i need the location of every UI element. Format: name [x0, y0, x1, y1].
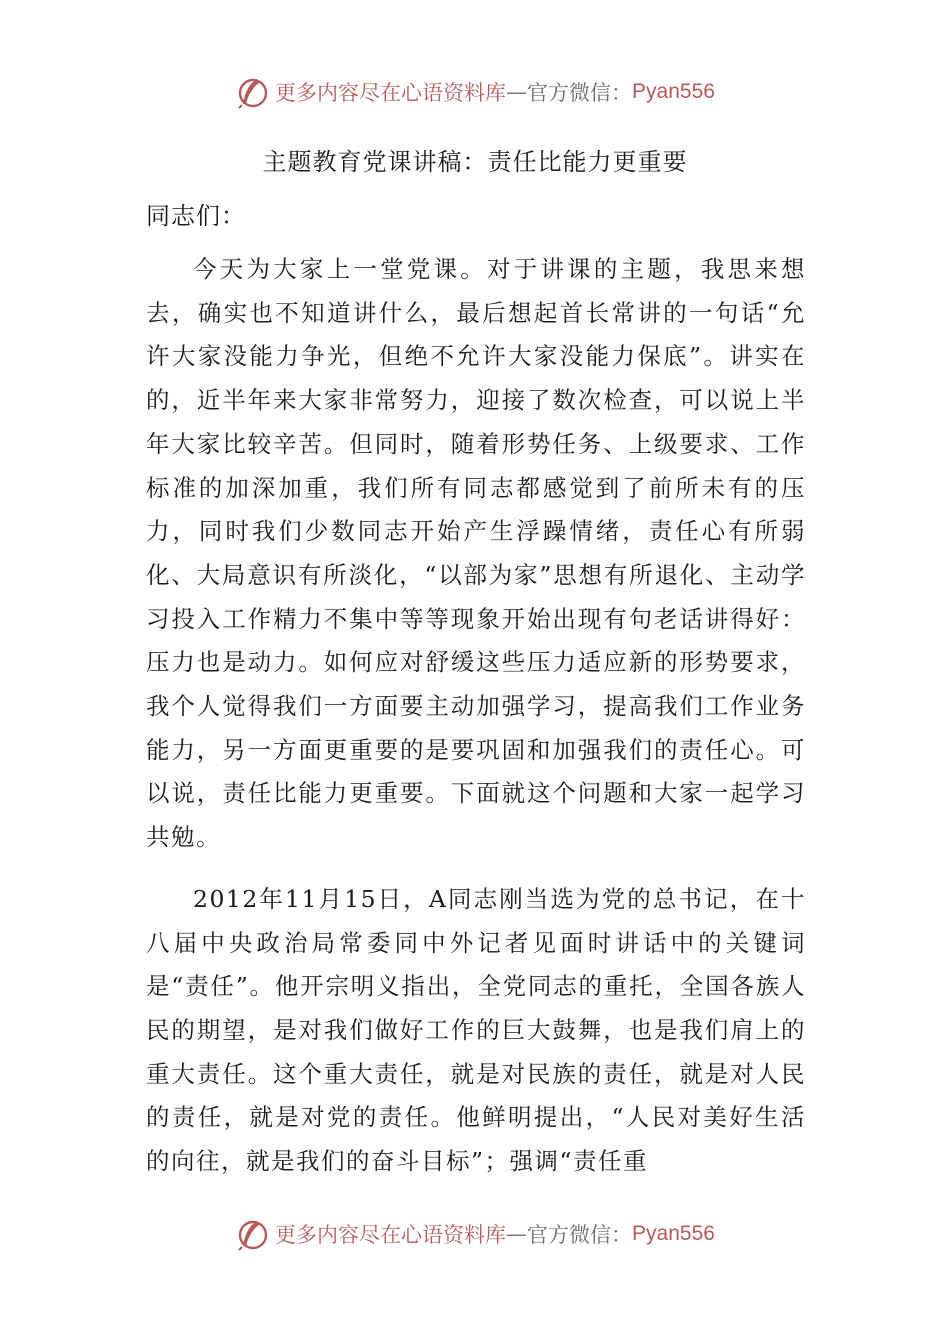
banner-wechat-id: Pyan556 — [632, 1222, 715, 1245]
document-body — [146, 248, 806, 1184]
watermark-banner-bottom — [0, 1212, 950, 1256]
banner-text: 更多内容尽在心语资料库 — [275, 1223, 507, 1247]
paragraph-1: 今天为大家上一堂党课。对于讲课的主题，我思来想去，确实也不知道讲什么，最后想起首长常讲的一句话“允许大家没能力争光，但绝不允许大家没能力保底”。讲实在的，近半年来大家非常努力，迎接了数次检查，可以说上半年大家比较辛苦。但同时，随着形势任务、上级要求、工作标准的加深加重，我们所有同志都感觉到了前所未有的压力，同时我们少数同志开始产生浮躁情绪，责任心有所弱化、大局意识有所淡化，“以部为家”思想有所退化、主动学习投入工作精力不集中等等现象开始出现有句老话讲得好：压力也是动力。如何应对舒缓这些压力适应新的形势要求，我个人觉得我们一方面要主动加强学习，提高我们工作业务能力，另一方面更重要的是要巩固和加强我们的责任心。可以说，责任比能力更重要。下面就这个问题和大家一起学习共勉。 — [146, 255, 806, 852]
banner-wechat-label: 官方微信： — [527, 1223, 633, 1247]
watermark-banner-top — [0, 70, 950, 114]
document-title: 主题教育党课讲稿：责任比能力更重要 — [262, 148, 688, 176]
banner-wechat-id: Pyan556 — [632, 80, 715, 103]
salutation: 同志们： — [146, 202, 246, 230]
banner-separator: — — [506, 1222, 528, 1246]
quill-logo-icon — [235, 74, 271, 110]
paragraph-2: 2012年11月15日，A同志刚当选为党的总书记，在十八届中央政治局常委同中外记者见面时讲话中的关键词是“责任”。他开宗明义指出，全党同志的重托，全国各族人民的期望，是对我们做好工作的巨大鼓舞，也是我们肩上的重大责任。这个重大责任，就是对民族的责任，就是对人民的责任，就是对党的责任。他鲜明提出，“人民对美好生活的向往，就是我们的奋斗目标”；强调“责任重 — [146, 884, 806, 1176]
banner-wechat-label: 官方微信： — [527, 81, 633, 105]
quill-logo-icon — [235, 1216, 271, 1252]
banner-text: 更多内容尽在心语资料库 — [275, 81, 507, 105]
banner-separator: — — [506, 80, 528, 104]
